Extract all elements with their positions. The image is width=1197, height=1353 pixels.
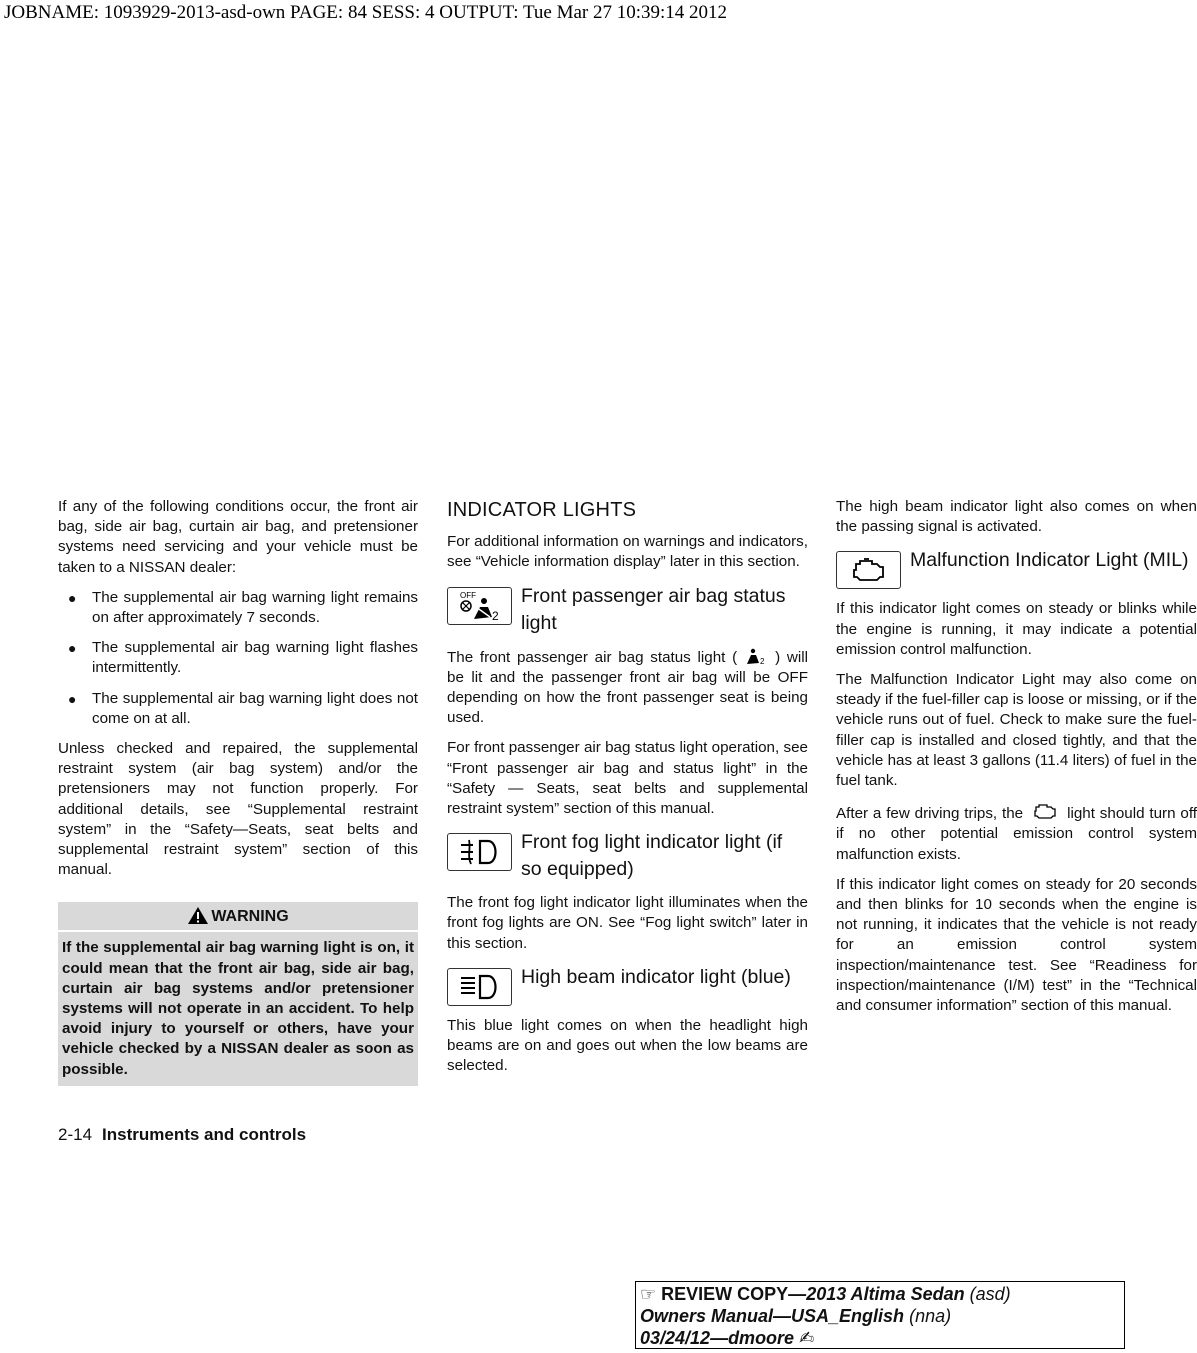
airbag-status-operation: For front passenger air bag status light operation, see “Front passenger air bag and status light” in the “Safety — Seats, seat belts and supplemental restraint system” section of this manual. <box>447 739 808 818</box>
mil-text-1: If this indicator light comes on steady or blinks while the engine is running, it may indicate a potential emission control malfunction. <box>836 600 1197 658</box>
airbag-status-icon <box>447 587 512 625</box>
mil-text-2: The Malfunction Indicator Light may also come on steady if the fuel-filler cap is loose or missing, or if the vehicle runs out of fuel. Check to make sure the fuel-filler cap is installed and closed tightly, and that the vehicle has at least 3 gallons (11.4 liters) of fuel in the fuel tank. <box>836 671 1197 790</box>
page-footer <box>58 1125 306 1145</box>
high-beam-text: This blue light comes on when the headlight high beams are on and goes out when the low beams are selected. <box>447 1016 808 1075</box>
mil-text-4: If this indicator light comes on steady for 20 seconds and then blinks for 10 seconds when the engine is not running, it indicates that the vehicle is not ready for an emission control system inspection/maintenance test. See “Readiness for inspection/maintenance (I/M) test” in the “Technical and consumer information” section of this manual. <box>836 875 1197 1015</box>
list-item: ● The supplemental air bag warning light flashes intermittently. <box>68 639 418 677</box>
bullet-icon: ● <box>68 690 77 707</box>
left-paragraph-2: Unless checked and repaired, the supplemental restraint system (air bag system) and/or the pretensioners may not function properly. For additional details, see “Supplemental restraint system” in the “Safety—Seats, seat belts and supplemental restraint system” section of this manual. <box>58 740 418 879</box>
high-beam-heading <box>447 964 808 1006</box>
fog-light-icon <box>447 833 512 871</box>
high-beam-icon <box>447 968 512 1006</box>
mil-heading <box>836 547 1197 589</box>
list-item: ● The supplemental air bag warning light does not come on at all. <box>68 689 418 727</box>
svg-text:OFF: OFF <box>460 590 476 600</box>
right-column <box>836 497 1197 1026</box>
review-line-2: Owners Manual—USA_English (nna) <box>640 1306 952 1326</box>
bullet-icon: ● <box>68 589 77 606</box>
review-copy-box <box>635 1281 1125 1349</box>
writing-hand-icon: ✍ <box>799 1328 815 1348</box>
warning-triangle-icon <box>187 906 209 925</box>
svg-text:2: 2 <box>492 608 499 623</box>
indicator-intro: For additional information on warnings and indicators, see “Vehicle information display” later in this section. <box>447 533 808 571</box>
fog-light-text: The front fog light indicator light illuminates when the front fog lights are ON. See “Fog light switch” later in this section. <box>447 894 808 952</box>
mil-text-3: After a few driving trips, the light should turn off if no other potential emission control system malfunction exists. <box>836 801 1197 865</box>
section-title: INDICATOR LIGHTS <box>447 499 637 521</box>
warning-header <box>58 902 418 932</box>
list-item: ● The supplemental air bag warning light remains on after approximately 7 seconds. <box>68 588 418 627</box>
engine-check-icon <box>836 551 901 589</box>
review-line-3: 03/24/12—dmoore ✍ <box>640 1328 815 1348</box>
airbag-inline-icon <box>741 647 771 665</box>
condition-list <box>58 588 418 729</box>
left-column <box>58 497 418 1086</box>
job-header: JOBNAME: 1093929-2013-asd-own PAGE: 84 SESS: 4 OUTPUT: Tue Mar 27 10:39:14 2012 <box>4 2 728 23</box>
fog-light-title: Front fog light indicator light (if so equipped) <box>521 831 783 881</box>
passing-signal-text: The high beam indicator light also comes on when the passing signal is activated. <box>836 498 1197 536</box>
review-line-1: ☞ REVIEW COPY—2013 Altima Sedan (asd) <box>640 1284 1011 1304</box>
left-intro: If any of the following conditions occur, the front air bag, side air bag, curtain air bag, and pretensioner systems need servicing and your vehicle must be taken to a NISSAN dealer: <box>58 498 418 576</box>
airbag-status-heading <box>447 583 808 637</box>
section-name: Instruments and controls <box>102 1125 307 1144</box>
pointing-hand-icon: ☞ <box>640 1284 657 1304</box>
mil-title: Malfunction Indicator Light (MIL) <box>910 549 1189 572</box>
bullet-icon: ● <box>68 640 77 657</box>
svg-text:2: 2 <box>760 656 765 665</box>
warning-title: WARNING <box>211 908 289 926</box>
warning-text: If the supplemental air bag warning light is on, it could mean that the front air bag, side air bag, curtain air bag systems and/or pretensioner systems will not operate in an accident. To help avoid injury to yourself or others, have your vehicle checked by a NISSAN dealer as soon as possible. <box>62 939 414 1078</box>
fog-light-heading <box>447 829 808 883</box>
engine-inline-icon <box>1027 801 1063 821</box>
airbag-status-title: Front passenger air bag status light <box>521 584 786 634</box>
high-beam-title: High beam indicator light (blue) <box>521 965 791 988</box>
warning-box <box>58 902 418 1085</box>
airbag-status-text: The front passenger air bag status light ( 2 ) will be lit and the passenger front air bag will be OFF depending on how the front passenger seat is being used. <box>447 648 808 727</box>
middle-column <box>447 497 808 1086</box>
page-number: 2-14 <box>58 1125 93 1144</box>
